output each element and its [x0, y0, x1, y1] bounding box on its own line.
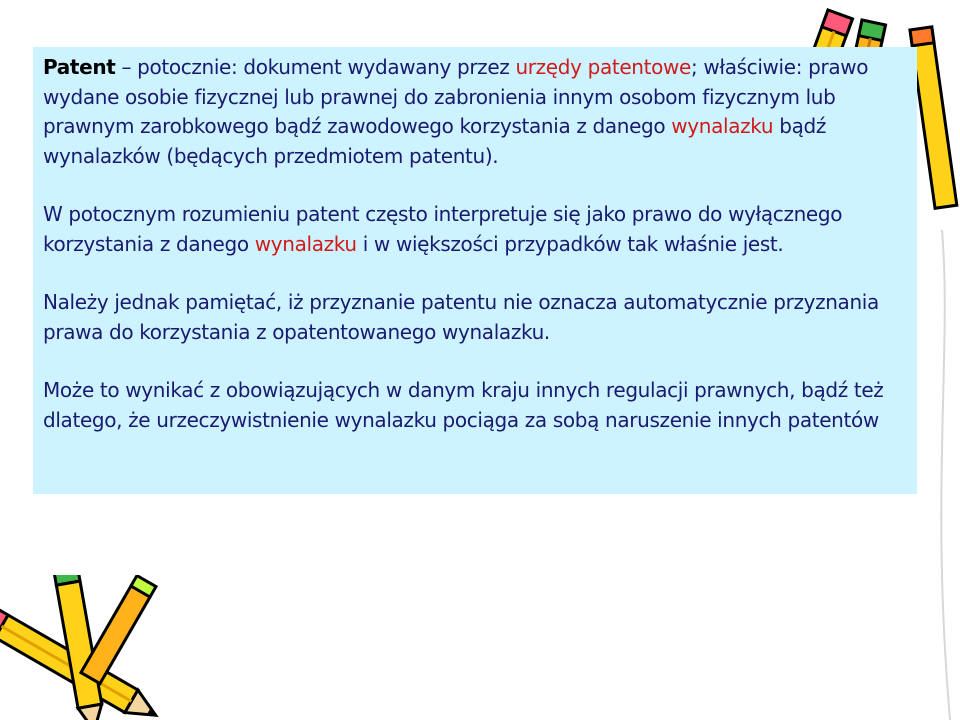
- paragraph: [43, 200, 907, 259]
- paragraph-text: i w większości przypadków tak właśnie jest.: [356, 231, 784, 256]
- highlighted-term: wynalazku: [671, 114, 774, 138]
- highlighted-term: urzędy patentowe: [515, 55, 691, 79]
- term-label: Patent: [43, 55, 116, 79]
- pencils-bottom-icon: [0, 575, 200, 720]
- paragraph-text: Może to wynikać z obowiązujących w danym kraju innych regulacji prawnych, bądź też dlatego, że urzeczywistnienie wynalazku pociąga za sobą naruszenie innych patentów: [43, 378, 884, 432]
- paragraph-text: bądź wynalazków (będących przedmiotem patentu).: [43, 114, 826, 168]
- paragraph-text: – potocznie: dokument wydawany przez: [115, 55, 516, 79]
- highlighted-term: wynalazku: [254, 231, 357, 256]
- paragraph-text: ; właściwie: prawo wydane osobie fizycznej lub prawnej do zabronienia innym osobom fizycznym lub prawnym zarobkowego bądź zawodowego korzystania z danego: [43, 55, 869, 138]
- paragraph: [43, 376, 907, 435]
- paragraph: [43, 53, 907, 171]
- paragraph-text: W potocznym rozumieniu patent często interpretuje się jako prawo do wyłącznego korzystania z danego: [43, 202, 843, 256]
- content-textbox: [33, 47, 917, 494]
- paragraph: [43, 288, 907, 347]
- paragraph-text: Należy jednak pamiętać, iż przyznanie patentu nie oznacza automatycznie przyznania prawa do korzystania z opatentowanego wynalazku.: [43, 290, 879, 344]
